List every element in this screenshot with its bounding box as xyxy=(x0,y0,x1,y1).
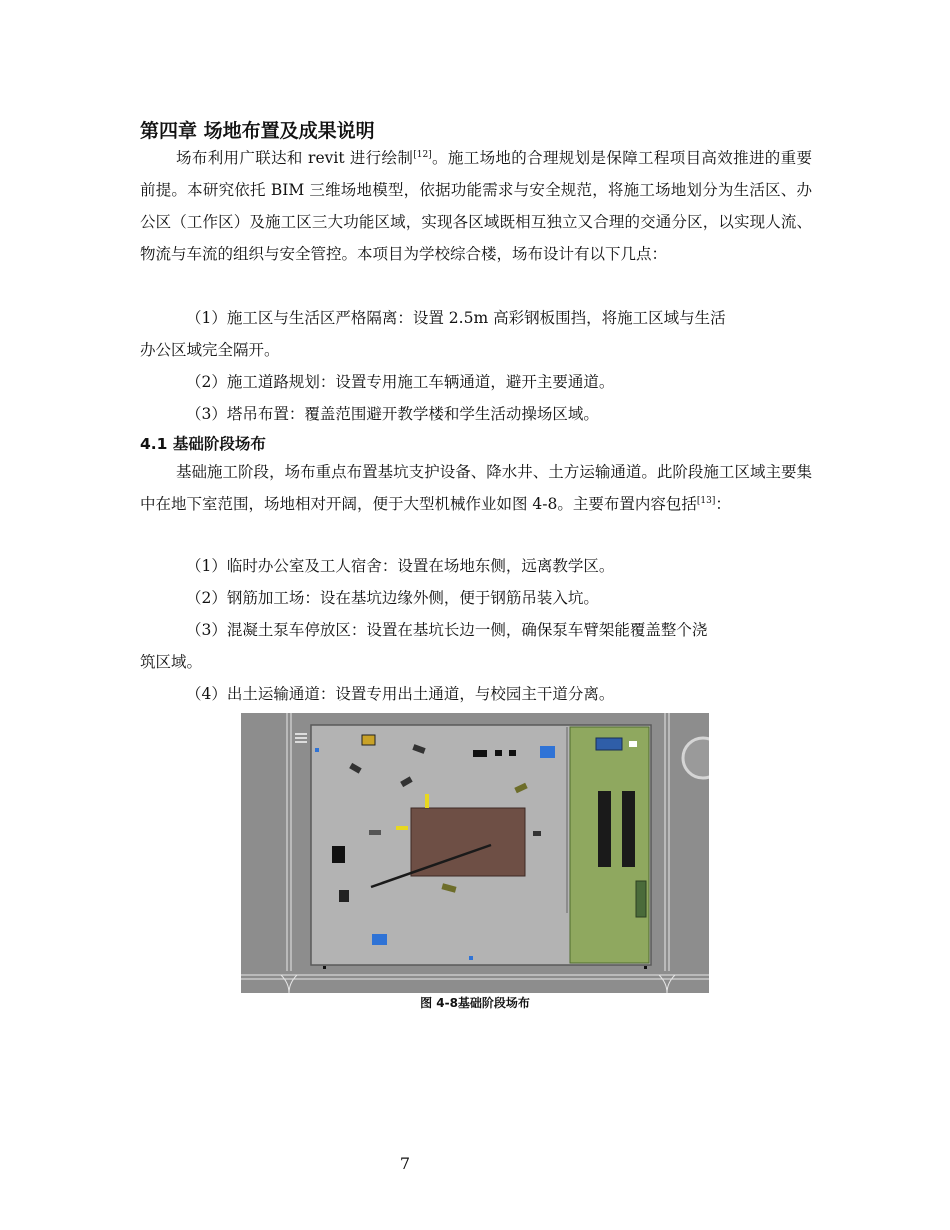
item-1: （1）临时办公室及工人宿舍：设置在场地东侧，远离教学区。 xyxy=(186,557,615,575)
chapter-title: 第四章 场地布置及成果说明 xyxy=(140,120,375,142)
excavator xyxy=(362,735,375,745)
intro-text-1: 场布利用广联达和 revit 进行绘制 xyxy=(176,149,414,167)
equipment-1 xyxy=(473,750,487,757)
parking-rack xyxy=(636,881,646,917)
office-container xyxy=(596,738,622,750)
point-2: （2）施工道路规划：设置专用施工车辆通道，避开主要通道。 xyxy=(186,373,615,391)
item-2: （2）钢筋加工场：设在基坑边缘外侧，便于钢筋吊装入坑。 xyxy=(186,589,599,607)
point-1-line-1: （1）施工区与生活区严格隔离：设置 2.5m 高彩钢板围挡，将施工区域与生活 xyxy=(186,309,726,327)
page-number: 7 xyxy=(399,1154,411,1173)
section-intro-text-2: ： xyxy=(715,495,731,513)
corner-post-1 xyxy=(323,966,326,969)
gate-marker xyxy=(315,748,319,752)
equipment-3 xyxy=(509,750,516,756)
generator xyxy=(332,846,345,863)
pump-truck xyxy=(533,831,541,836)
site-layout-figure xyxy=(241,713,709,993)
machine xyxy=(339,890,349,902)
section-intro-paragraph xyxy=(140,456,812,520)
citation-13: [13] xyxy=(696,495,716,506)
crosswalk xyxy=(295,733,307,743)
item-3-line-2: 筑区域。 xyxy=(140,653,203,671)
dormitory-block-2 xyxy=(622,791,635,867)
citation-12: [12] xyxy=(413,149,432,160)
point-3: （3）塔吊布置：覆盖范围避开教学楼和学生活动操场区域。 xyxy=(186,405,599,423)
blue-container-bottom xyxy=(372,934,387,945)
section-intro-text-1: 基础施工阶段，场布重点布置基坑支护设备、降水井、土方运输通道。此阶段施工区域主要集中在地下室范围，场地相对开阔，便于大型机械作业如图 4-8。主要布置内容包括 xyxy=(140,463,812,513)
item-3-line-1: （3）混凝土泵车停放区：设置在基坑长边一侧，确保泵车臂架能覆盖整个浇 xyxy=(186,621,708,639)
corner-post-2 xyxy=(644,966,647,969)
equipment-2 xyxy=(495,750,502,756)
compass-icon xyxy=(683,738,709,778)
exit-marker xyxy=(469,956,473,960)
dormitory-block-1 xyxy=(598,791,611,867)
intro-paragraph xyxy=(140,142,812,270)
rebar-bench xyxy=(369,830,381,835)
section-title: 4.1 基础阶段场布 xyxy=(140,435,266,453)
intro-text-2: 。施工场地的合理规划是保障工程项目高效推进的重要前提。本研究依托 BIM 三维场地模型，依据功能需求与安全规范，将施工场地划分为生活区、办公区（工作区）及施工区三大功能区域，实现各区域既相互独立又合理的交通分区，以实现人流、物流与车流的组织与安全管控。本项目为学校综合楼，场布设计有以下几点： xyxy=(140,149,812,263)
crane-mast xyxy=(425,794,429,808)
point-1-line-2: 办公区域完全隔开。 xyxy=(140,341,280,359)
signboard xyxy=(629,741,637,747)
blue-container-top xyxy=(540,746,555,758)
crane-marker xyxy=(396,826,408,830)
item-4: （4）出土运输通道：设置专用出土通道，与校园主干道分离。 xyxy=(186,685,615,703)
figure-caption: 图 4-8基础阶段场布 xyxy=(420,996,530,1010)
